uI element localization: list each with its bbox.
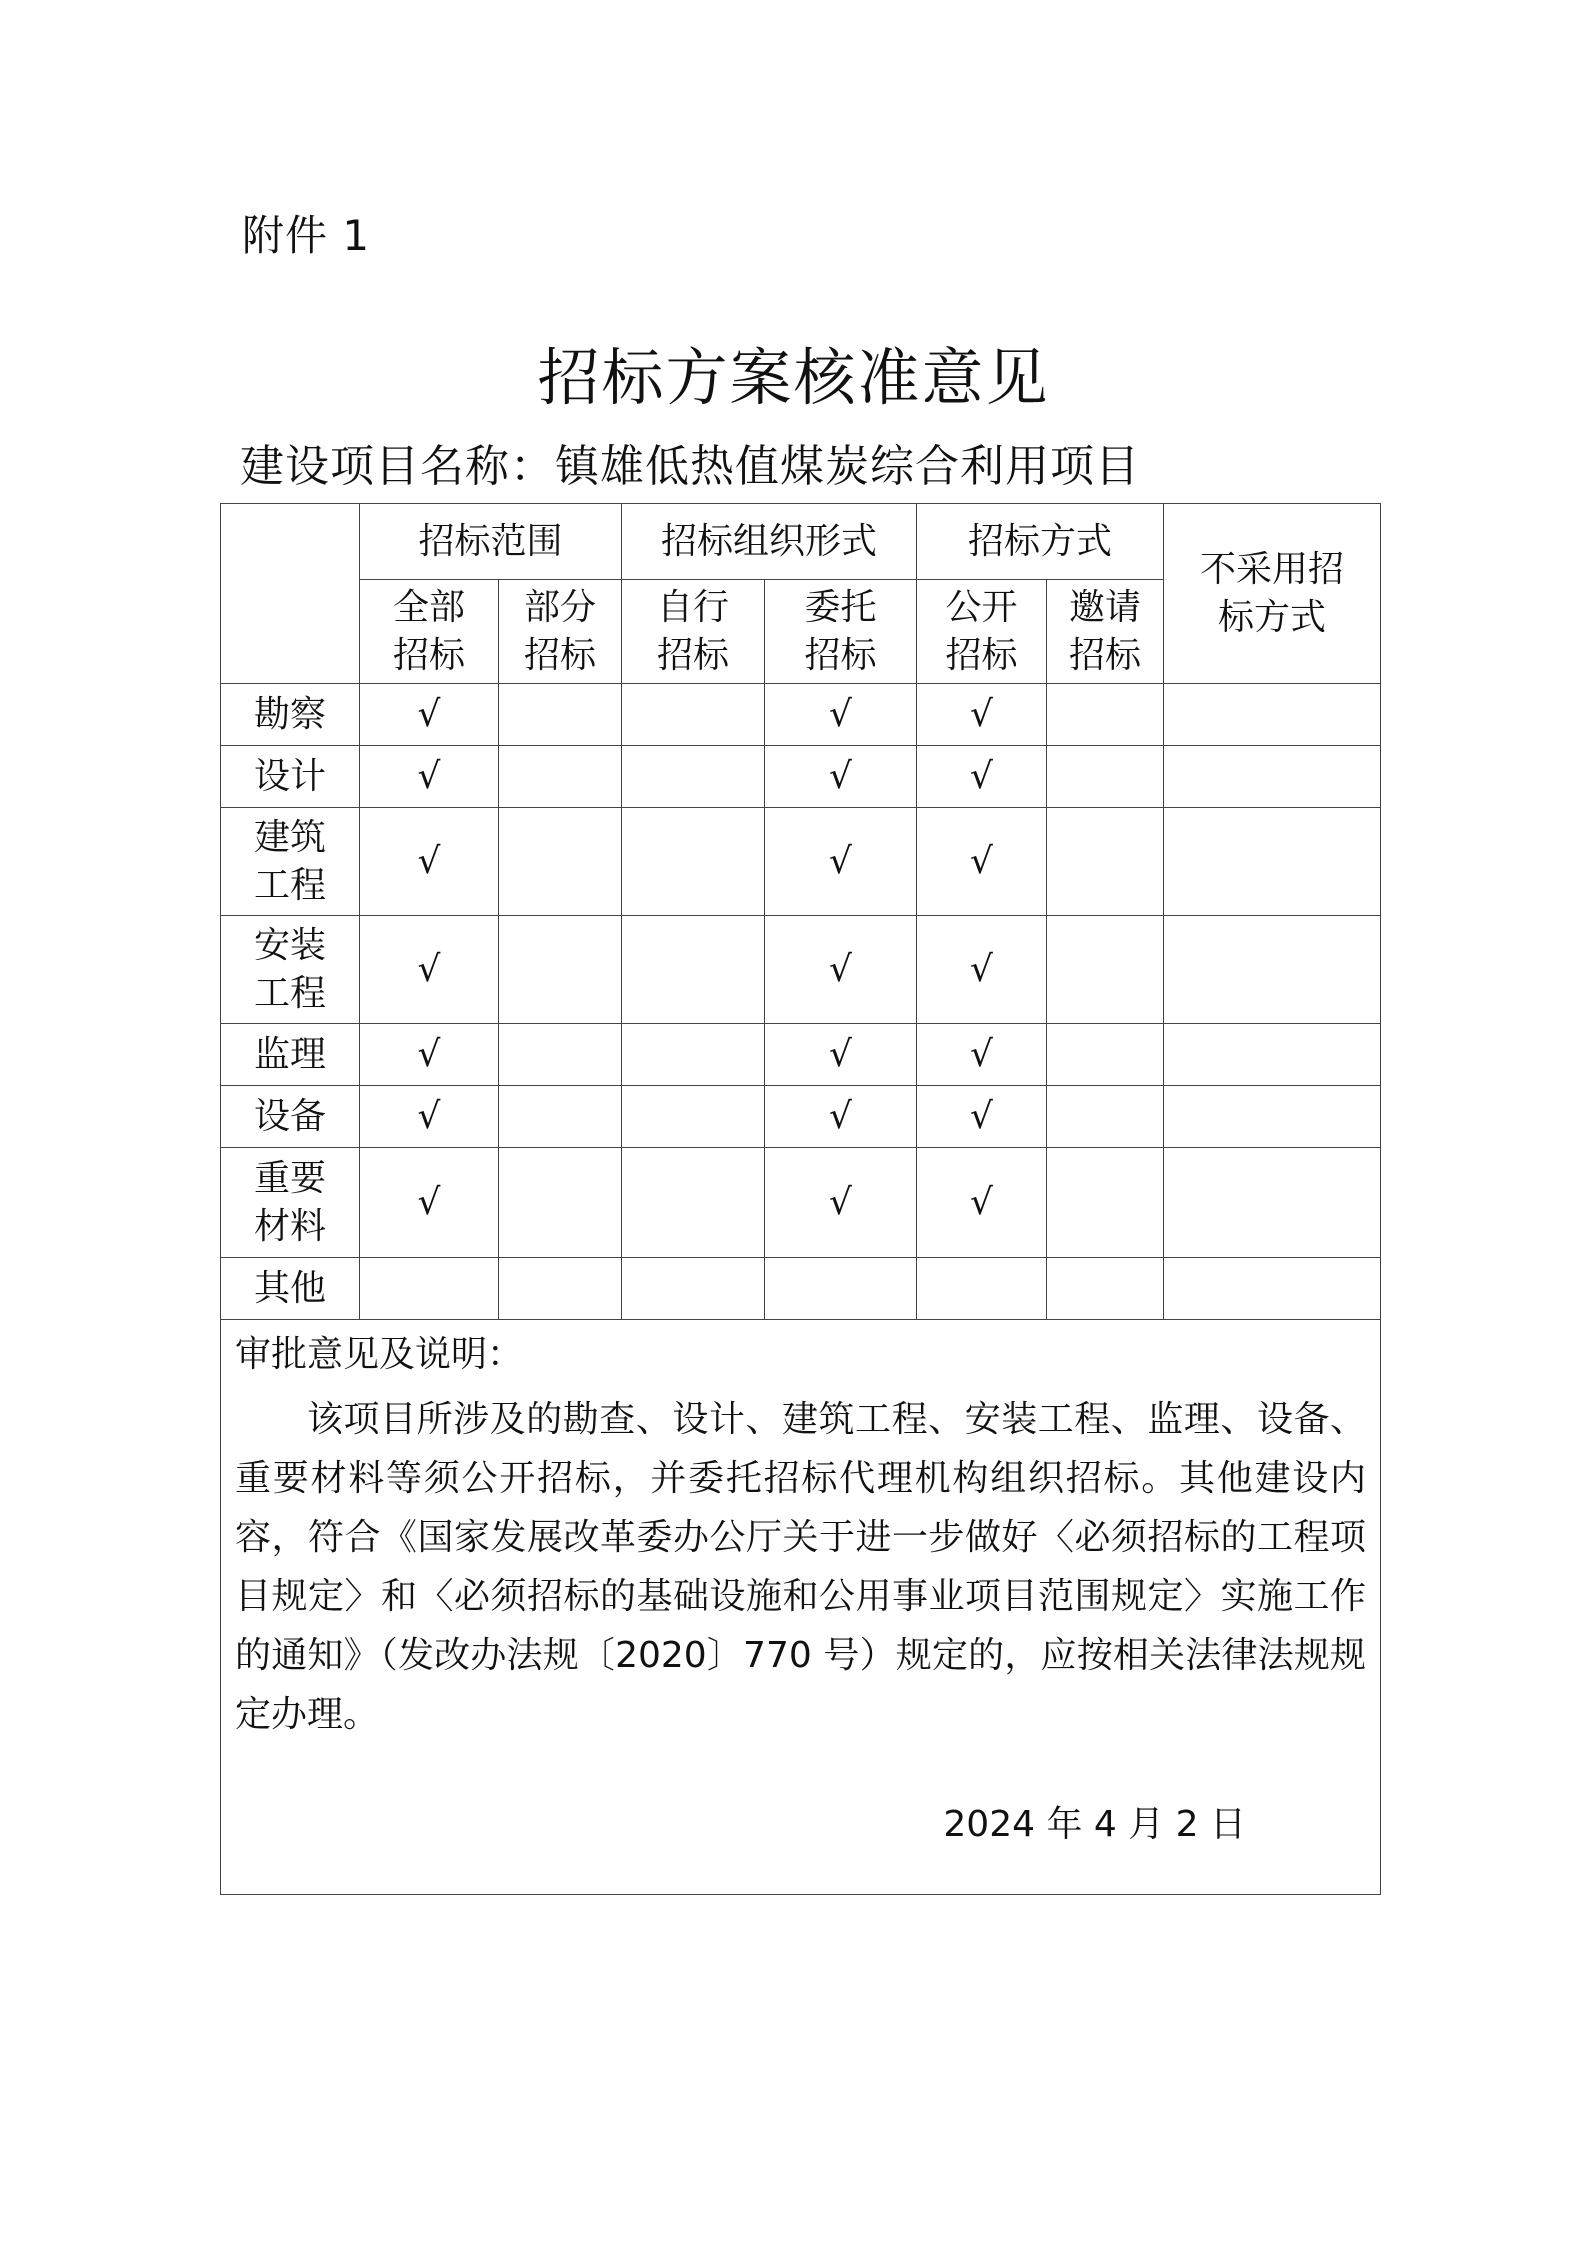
project-name-value: 镇雄低热值煤炭综合利用项目 — [555, 441, 1140, 492]
approval-heading: 审批意见及说明： — [235, 1334, 524, 1375]
tender-plan-table — [220, 503, 1381, 1895]
cell-supervision-full-tender: √ — [360, 1024, 499, 1086]
cell-building-works-entrusted: √ — [765, 808, 917, 916]
cell-design-full-tender: √ — [360, 746, 499, 808]
cell-survey-open-tender: √ — [917, 684, 1047, 746]
cell-other-full-tender — [360, 1258, 499, 1320]
project-name-line — [240, 430, 1140, 494]
cell-key-materials-full-tender: √ — [360, 1148, 499, 1258]
cell-key-materials-entrusted: √ — [765, 1148, 917, 1258]
cell-equipment-full-tender: √ — [360, 1086, 499, 1148]
row-label-equipment: 设备 — [221, 1086, 360, 1148]
table-row — [221, 746, 1381, 808]
cell-survey-invited-tender — [1047, 684, 1164, 746]
cell-equipment-partial-tender — [499, 1086, 622, 1148]
cell-other-no-tender — [1164, 1258, 1381, 1320]
cell-design-entrusted: √ — [765, 746, 917, 808]
row-label-key-materials: 重要材料 — [221, 1148, 360, 1258]
project-name-label: 建设项目名称： — [240, 441, 555, 492]
cell-survey-entrusted: √ — [765, 684, 917, 746]
cell-equipment-entrusted: √ — [765, 1086, 917, 1148]
row-label-survey: 勘察 — [221, 684, 360, 746]
cell-equipment-self-organized — [622, 1086, 765, 1148]
cell-other-partial-tender — [499, 1258, 622, 1320]
no-tender-header: 不采用招标方式 — [1164, 504, 1381, 684]
cell-design-invited-tender — [1047, 746, 1164, 808]
cell-supervision-invited-tender — [1047, 1024, 1164, 1086]
sub-header-full-tender: 全部招标 — [360, 580, 499, 684]
row-label-other: 其他 — [221, 1258, 360, 1320]
cell-supervision-entrusted: √ — [765, 1024, 917, 1086]
sub-header-invited-tender: 邀请招标 — [1047, 580, 1164, 684]
cell-supervision-partial-tender — [499, 1024, 622, 1086]
attachment-label: 附件 1 — [242, 211, 371, 260]
cell-survey-no-tender — [1164, 684, 1381, 746]
cell-design-open-tender: √ — [917, 746, 1047, 808]
sub-header-partial-tender: 部分招标 — [499, 580, 622, 684]
cell-other-entrusted — [765, 1258, 917, 1320]
cell-equipment-no-tender — [1164, 1086, 1381, 1148]
cell-installation-works-partial-tender — [499, 916, 622, 1024]
cell-design-self-organized — [622, 746, 765, 808]
cell-equipment-open-tender: √ — [917, 1086, 1047, 1148]
table-row — [221, 916, 1381, 1024]
cell-building-works-invited-tender — [1047, 808, 1164, 916]
cell-key-materials-partial-tender — [499, 1148, 622, 1258]
cell-supervision-self-organized — [622, 1024, 765, 1086]
group-header-scope: 招标范围 — [360, 504, 622, 580]
cell-installation-works-entrusted: √ — [765, 916, 917, 1024]
table-row — [221, 1148, 1381, 1258]
cell-installation-works-no-tender — [1164, 916, 1381, 1024]
sub-header-open-tender: 公开招标 — [917, 580, 1047, 684]
cell-supervision-open-tender: √ — [917, 1024, 1047, 1086]
cell-design-no-tender — [1164, 746, 1381, 808]
group-header-method: 招标方式 — [917, 504, 1164, 580]
cell-installation-works-full-tender: √ — [360, 916, 499, 1024]
cell-building-works-full-tender: √ — [360, 808, 499, 916]
table-row — [221, 684, 1381, 746]
cell-equipment-invited-tender — [1047, 1086, 1164, 1148]
cell-other-invited-tender — [1047, 1258, 1164, 1320]
row-label-design: 设计 — [221, 746, 360, 808]
cell-key-materials-open-tender: √ — [917, 1148, 1047, 1258]
table-row — [221, 1258, 1381, 1320]
cell-building-works-open-tender: √ — [917, 808, 1047, 916]
cell-installation-works-open-tender: √ — [917, 916, 1047, 1024]
corner-header-cell — [221, 504, 360, 684]
table-row — [221, 1024, 1381, 1086]
cell-key-materials-self-organized — [622, 1148, 765, 1258]
row-label-installation-works: 安装工程 — [221, 916, 360, 1024]
approval-body: 该项目所涉及的勘查、设计、建筑工程、安装工程、监理、设备、重要材料等须公开招标，并委托招标代理机构组织招标。其他建设内容，符合《国家发展改革委办公厅关于进一步做好〈必须招标的工程项目规定〉和〈必须招标的基础设施和公用事业项目范围规定〉实施工作的通知》（发改办法规〔2020〕770 号）规定的，应按相关法律法规规定办理。 — [235, 1399, 1367, 1735]
cell-key-materials-no-tender — [1164, 1148, 1381, 1258]
cell-other-open-tender — [917, 1258, 1047, 1320]
sub-header-entrusted: 委托招标 — [765, 580, 917, 684]
cell-key-materials-invited-tender — [1047, 1148, 1164, 1258]
group-header-organization: 招标组织形式 — [622, 504, 917, 580]
approval-notes-cell — [221, 1320, 1381, 1895]
cell-building-works-self-organized — [622, 808, 765, 916]
cell-other-self-organized — [622, 1258, 765, 1320]
cell-design-partial-tender — [499, 746, 622, 808]
cell-installation-works-invited-tender — [1047, 916, 1164, 1024]
cell-building-works-no-tender — [1164, 808, 1381, 916]
cell-survey-self-organized — [622, 684, 765, 746]
document-title: 招标方案核准意见 — [537, 341, 1050, 414]
table-row — [221, 808, 1381, 916]
table-row — [221, 1086, 1381, 1148]
cell-survey-full-tender: √ — [360, 684, 499, 746]
sub-header-self-organized: 自行招标 — [622, 580, 765, 684]
cell-survey-partial-tender — [499, 684, 622, 746]
cell-installation-works-self-organized — [622, 916, 765, 1024]
cell-building-works-partial-tender — [499, 808, 622, 916]
cell-supervision-no-tender — [1164, 1024, 1381, 1086]
row-label-supervision: 监理 — [221, 1024, 360, 1086]
approval-date: 2024 年 4 月 2 日 — [943, 1804, 1247, 1845]
row-label-building-works: 建筑工程 — [221, 808, 360, 916]
